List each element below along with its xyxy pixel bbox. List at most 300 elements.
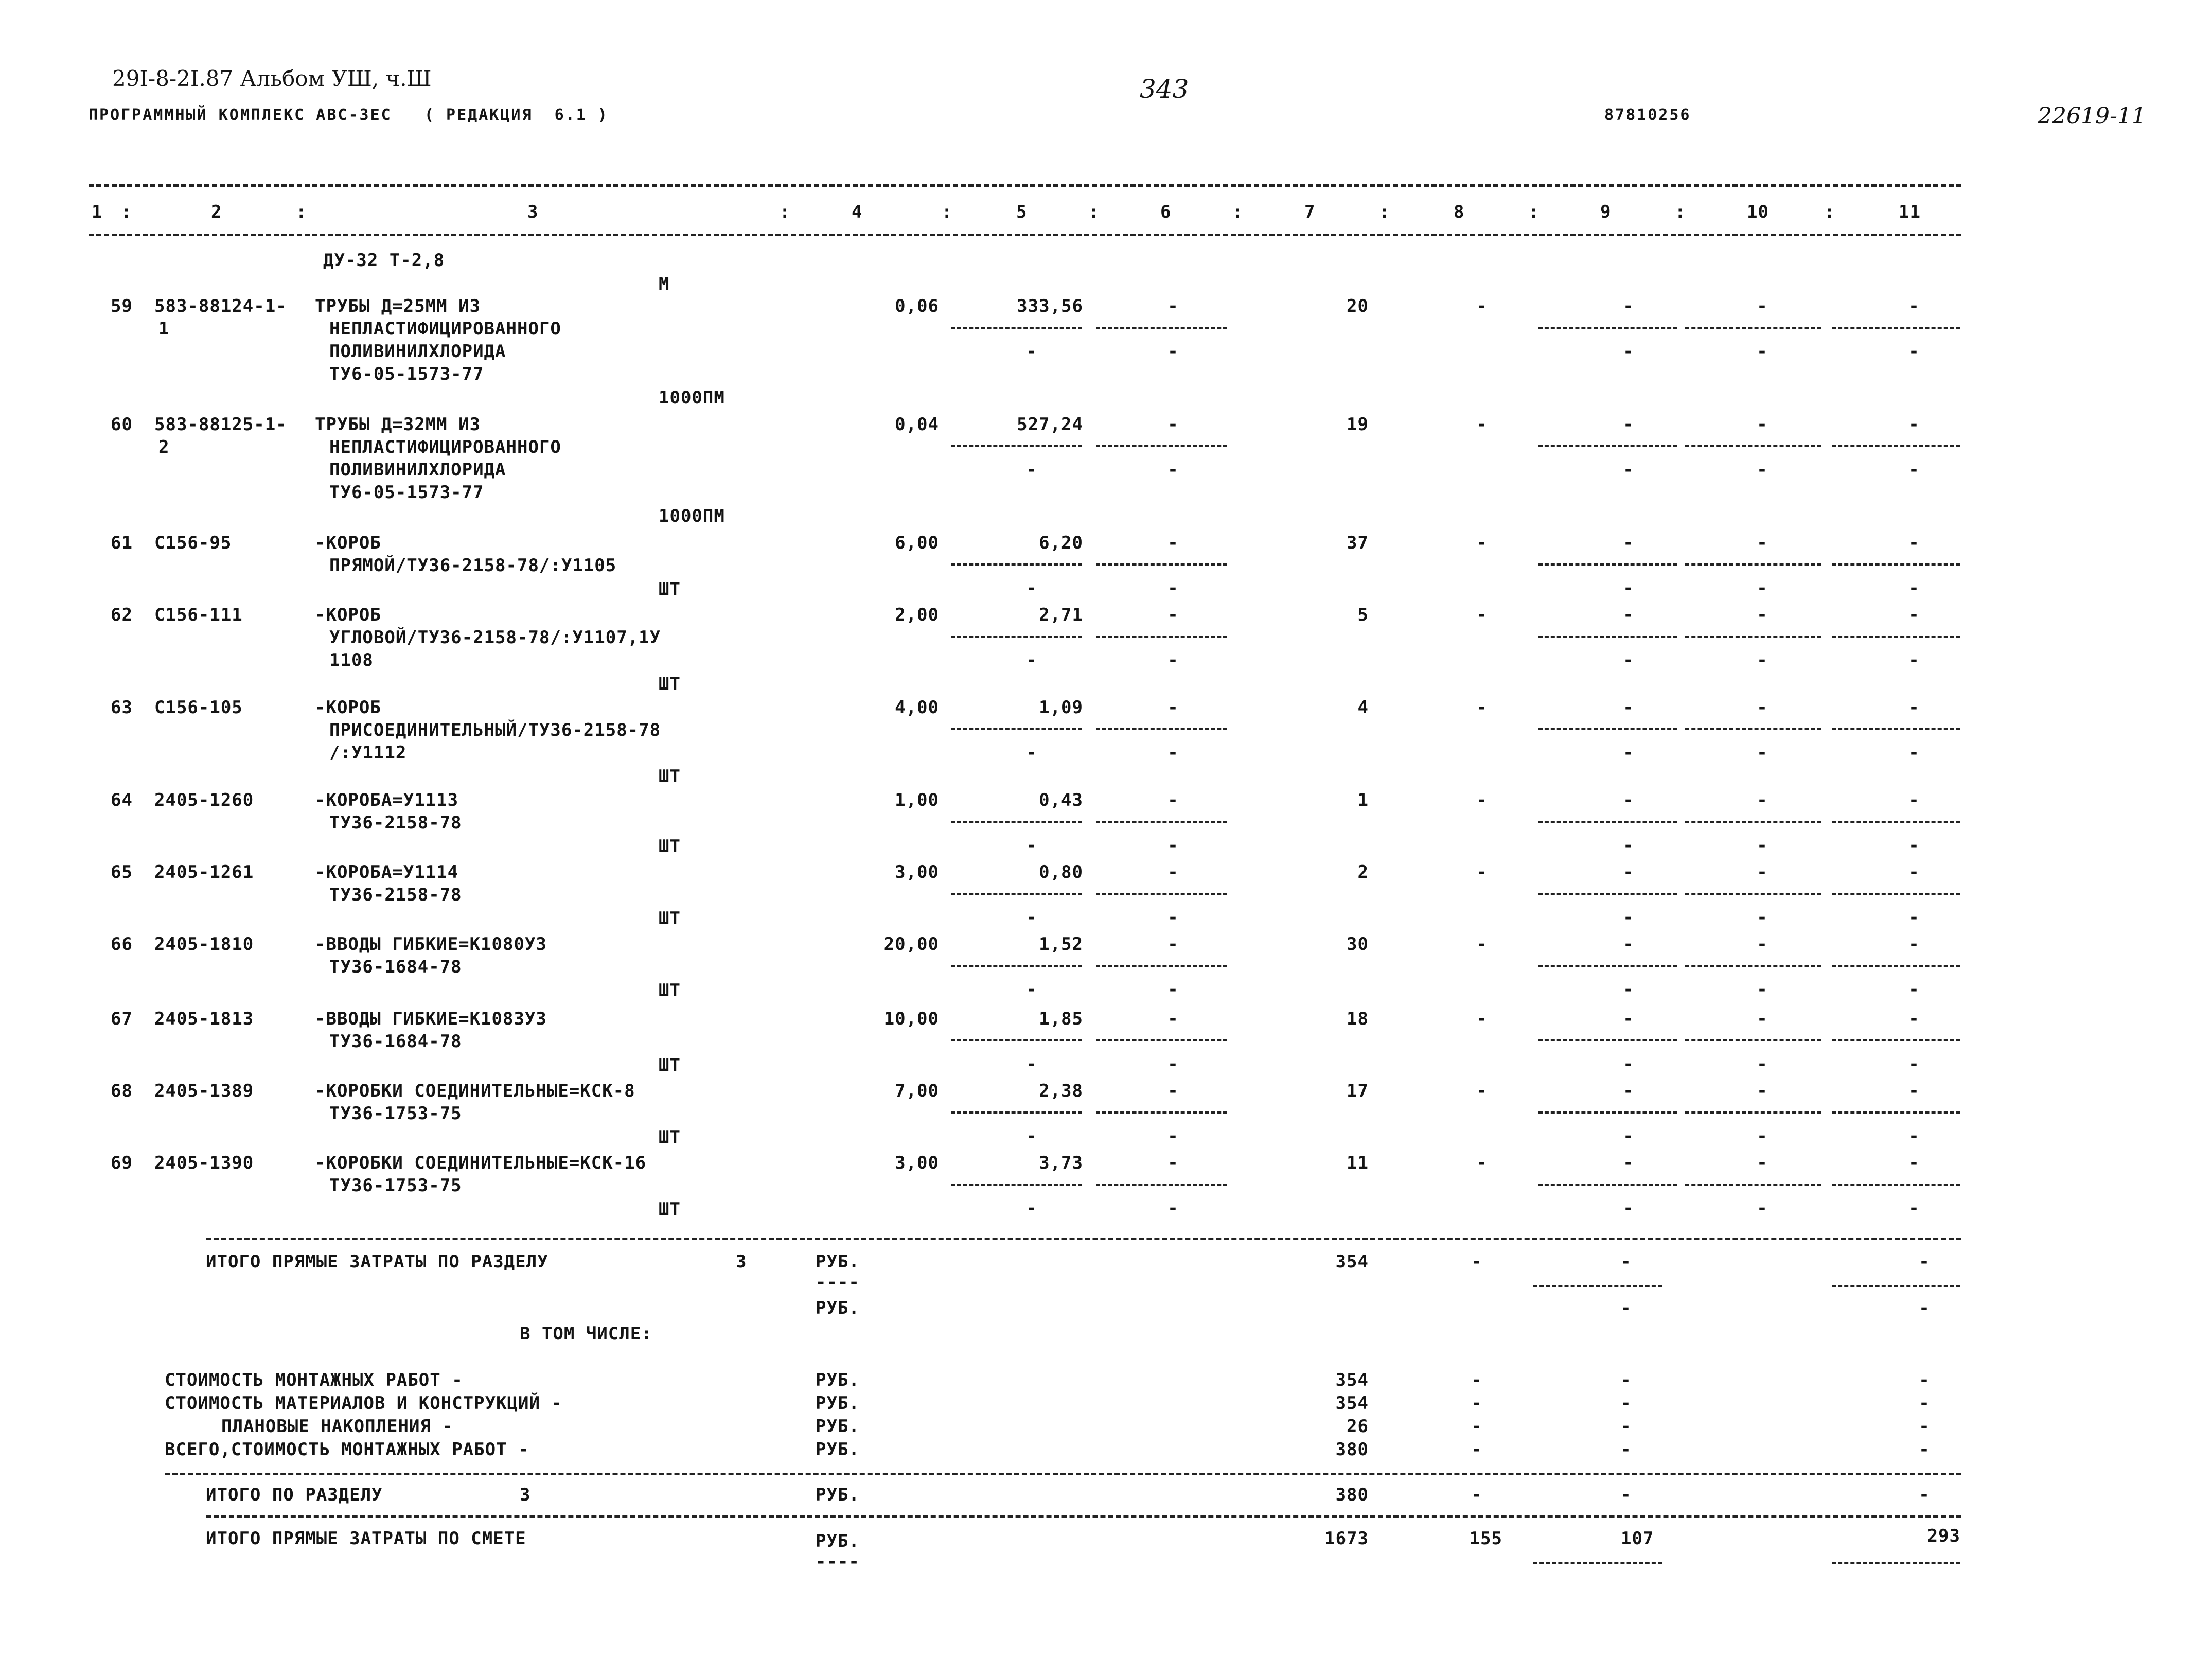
row-unit-price: 0,80 xyxy=(1039,862,1083,882)
row-c10-lower: - xyxy=(1757,1126,1768,1146)
summary-line-c9: - xyxy=(1620,1370,1632,1390)
row-col10-divider xyxy=(1685,1184,1821,1186)
row-col6-divider xyxy=(1096,965,1227,967)
row-code: С156-95 xyxy=(154,533,232,553)
row-col11: - xyxy=(1908,934,1920,955)
row-price-divider xyxy=(951,821,1082,823)
row-col9: - xyxy=(1623,1081,1634,1101)
row-col10-divider xyxy=(1685,563,1821,566)
in-that-number-heading: В ТОМ ЧИСЛЕ: xyxy=(520,1323,652,1344)
row-unit: ШТ xyxy=(659,980,681,1001)
row-col10-divider xyxy=(1685,445,1821,447)
row-c9-lower: - xyxy=(1623,341,1634,362)
row-col9-divider xyxy=(1538,1111,1677,1114)
summary-line-label: СТОИМОСТЬ МОНТАЖНЫХ РАБОТ - xyxy=(165,1370,463,1390)
direct-costs-rub-2: РУБ. xyxy=(816,1298,860,1318)
page-number: 343 xyxy=(1140,74,1189,104)
row-col7: 18 xyxy=(1347,1009,1369,1029)
row-number: 62 xyxy=(111,605,133,625)
row-col6-divider xyxy=(1096,893,1227,895)
row-col11: - xyxy=(1908,414,1920,435)
row-col10: - xyxy=(1757,533,1768,553)
row-code: С156-111 xyxy=(154,605,243,625)
row-unit-price: 0,43 xyxy=(1039,790,1083,810)
row-c11-lower: - xyxy=(1908,743,1920,763)
section-total-top-rule xyxy=(165,1473,1961,1475)
row-quantity: 10,00 xyxy=(883,1009,939,1029)
row-col11-divider xyxy=(1832,893,1960,895)
row-quantity: 20,00 xyxy=(883,934,939,955)
estimate-total-c9: 107 xyxy=(1621,1528,1654,1549)
row-col11-divider xyxy=(1832,1039,1960,1041)
row-code: 2405-1810 xyxy=(154,934,254,955)
row-c6-lower: - xyxy=(1167,907,1179,928)
column-separator: : xyxy=(780,202,791,222)
direct-costs-c9: - xyxy=(1620,1251,1632,1272)
row-number: 65 xyxy=(111,862,133,882)
row-description-line: -ВВОДЫ ГИБКИЕ=К1080У3 xyxy=(315,934,547,955)
row-col11-divider xyxy=(1832,1184,1960,1186)
row-description-line: ПРИСОЕДИНИТЕЛЬНЫЙ/ТУ36-2158-78 xyxy=(329,720,661,740)
row-number: 60 xyxy=(111,414,133,435)
row-c11-lower: - xyxy=(1908,979,1920,1000)
row-description-line: -ВВОДЫ ГИБКИЕ=К1083У3 xyxy=(315,1009,547,1029)
direct-costs-rub-dash: ---- xyxy=(816,1272,860,1293)
summary-line-c8: - xyxy=(1471,1416,1482,1437)
column-separator: : xyxy=(296,202,307,222)
row-col6-divider xyxy=(1096,1039,1227,1041)
summary-line-rub: РУБ. xyxy=(816,1370,860,1390)
row-col6: - xyxy=(1167,1153,1179,1173)
row-col6: - xyxy=(1167,605,1179,625)
row-code: 2405-1261 xyxy=(154,862,254,882)
estimate-total-c11: 293 xyxy=(1927,1526,1960,1546)
summary-line-c11: - xyxy=(1919,1370,1930,1390)
row-code: 2405-1813 xyxy=(154,1009,254,1029)
column-separator: : xyxy=(1824,202,1835,222)
row-c9-lower: - xyxy=(1623,1054,1634,1074)
row-price-lower-dash: - xyxy=(1026,341,1037,362)
row-description-line: ТРУБЫ Д=25ММ ИЗ xyxy=(315,296,481,316)
direct-costs-c9-divider xyxy=(1533,1285,1662,1287)
row-c9-lower: - xyxy=(1623,979,1634,1000)
row-col9-divider xyxy=(1538,965,1677,967)
row-quantity: 0,04 xyxy=(895,414,939,435)
row-c11-lower: - xyxy=(1908,1054,1920,1074)
row-c9-lower: - xyxy=(1623,835,1634,856)
row-unit: ШТ xyxy=(659,836,681,857)
row-col9-divider xyxy=(1538,445,1677,447)
summary-line-c11: - xyxy=(1919,1393,1930,1414)
row-col6-divider xyxy=(1096,563,1227,566)
row-number: 63 xyxy=(111,697,133,718)
row-col9: - xyxy=(1623,414,1634,435)
summary-line-label: СТОИМОСТЬ МАТЕРИАЛОВ И КОНСТРУКЦИЙ - xyxy=(165,1393,562,1414)
row-col7: 1 xyxy=(1357,790,1369,810)
row-c6-lower: - xyxy=(1167,650,1179,670)
row-c6-lower: - xyxy=(1167,578,1179,598)
section-total-c8: - xyxy=(1471,1485,1482,1505)
row-c9-lower: - xyxy=(1623,460,1634,480)
row-c10-lower: - xyxy=(1757,1198,1768,1219)
row-col9-divider xyxy=(1538,893,1677,895)
row-col8: - xyxy=(1476,697,1488,718)
row-number: 67 xyxy=(111,1009,133,1029)
row-description-line: ТУ6-05-1573-77 xyxy=(329,364,484,384)
estimate-total-label: ИТОГО ПРЯМЫЕ ЗАТРАТЫ ПО СМЕТЕ xyxy=(206,1528,526,1549)
row-col7: 2 xyxy=(1357,862,1369,882)
row-c11-lower: - xyxy=(1908,907,1920,928)
row-c10-lower: - xyxy=(1757,743,1768,763)
row-number: 64 xyxy=(111,790,133,810)
row-col9: - xyxy=(1623,862,1634,882)
row-col11-divider xyxy=(1832,1111,1960,1114)
row-price-lower-dash: - xyxy=(1026,578,1037,598)
direct-costs-c11-divider xyxy=(1832,1285,1960,1287)
summary-line-c9: - xyxy=(1620,1439,1632,1460)
row-col7: 11 xyxy=(1347,1153,1369,1173)
column-separator: : xyxy=(1675,202,1686,222)
column-header-4: 4 xyxy=(852,202,863,222)
row-c6-lower: - xyxy=(1167,743,1179,763)
estimate-total-c11-divider xyxy=(1832,1562,1960,1564)
row-code: 2405-1390 xyxy=(154,1153,254,1173)
row-col11-divider xyxy=(1832,563,1960,566)
row-price-lower-dash: - xyxy=(1026,835,1037,856)
row-quantity: 2,00 xyxy=(895,605,939,625)
row-c11-lower: - xyxy=(1908,578,1920,598)
row-unit-price: 527,24 xyxy=(1017,414,1083,435)
column-separator: : xyxy=(1088,202,1100,222)
row-col10-divider xyxy=(1685,965,1821,967)
intro-unit: М xyxy=(659,274,670,294)
section-total-c7: 380 xyxy=(1335,1485,1369,1505)
row-col10: - xyxy=(1757,1153,1768,1173)
row-number: 69 xyxy=(111,1153,133,1173)
row-col9-divider xyxy=(1538,327,1677,329)
row-col11-divider xyxy=(1832,821,1960,823)
row-col11: - xyxy=(1908,1009,1920,1029)
row-col6: - xyxy=(1167,1009,1179,1029)
row-col10-divider xyxy=(1685,893,1821,895)
row-col6-divider xyxy=(1096,445,1227,447)
row-c9-lower: - xyxy=(1623,650,1634,670)
row-description-line: ТУ36-1684-78 xyxy=(329,957,462,977)
column-header-10: 10 xyxy=(1747,202,1769,222)
row-col8: - xyxy=(1476,1081,1488,1101)
column-separator: : xyxy=(942,202,953,222)
row-col6: - xyxy=(1167,697,1179,718)
row-col7: 30 xyxy=(1347,934,1369,955)
row-col6-divider xyxy=(1096,327,1227,329)
row-unit-price: 333,56 xyxy=(1017,296,1083,316)
summary-line-rub: РУБ. xyxy=(816,1416,860,1437)
row-description-line: ПРЯМОЙ/ТУ36-2158-78/:У1105 xyxy=(329,555,617,576)
row-price-divider xyxy=(951,1184,1082,1186)
column-header-2: 2 xyxy=(211,202,222,222)
direct-costs-rub: РУБ. xyxy=(816,1251,860,1272)
row-col11-divider xyxy=(1832,636,1960,638)
row-c10-lower: - xyxy=(1757,460,1768,480)
row-price-lower-dash: - xyxy=(1026,1054,1037,1074)
row-c6-lower: - xyxy=(1167,341,1179,362)
row-price-divider xyxy=(951,1111,1082,1114)
row-unit: 1000ПМ xyxy=(659,506,725,526)
row-c10-lower: - xyxy=(1757,907,1768,928)
row-quantity: 4,00 xyxy=(895,697,939,718)
row-c6-lower: - xyxy=(1167,1126,1179,1146)
row-col7: 37 xyxy=(1347,533,1369,553)
summary-line-rub: РУБ. xyxy=(816,1439,860,1460)
direct-costs-c11: - xyxy=(1919,1251,1930,1272)
row-price-lower-dash: - xyxy=(1026,1126,1037,1146)
summary-line-c9: - xyxy=(1620,1393,1632,1414)
row-c9-lower: - xyxy=(1623,907,1634,928)
row-col11: - xyxy=(1908,296,1920,316)
row-col10: - xyxy=(1757,1081,1768,1101)
row-description-line: -КОРОБ xyxy=(315,697,381,718)
row-unit-price: 2,71 xyxy=(1039,605,1083,625)
summary-line-c7: 380 xyxy=(1335,1439,1369,1460)
row-description-line: -КОРОБА=У1113 xyxy=(315,790,459,810)
row-col11-divider xyxy=(1832,445,1960,447)
row-col6-divider xyxy=(1096,1184,1227,1186)
row-col10: - xyxy=(1757,862,1768,882)
summary-line-c7: 26 xyxy=(1347,1416,1369,1437)
album-line: 29I-8-2I.87 Альбом УШ, ч.Ш xyxy=(112,66,432,91)
header-bottom-rule xyxy=(89,234,1961,236)
row-description-line: ТУ36-2158-78 xyxy=(329,885,462,905)
row-c9-lower: - xyxy=(1623,1126,1634,1146)
row-col9-divider xyxy=(1538,728,1677,730)
row-col6: - xyxy=(1167,414,1179,435)
row-price-lower-dash: - xyxy=(1026,907,1037,928)
row-number: 59 xyxy=(111,296,133,316)
row-price-divider xyxy=(951,636,1082,638)
row-col9-divider xyxy=(1538,563,1677,566)
row-c11-lower: - xyxy=(1908,1198,1920,1219)
row-col9-divider xyxy=(1538,636,1677,638)
row-c11-lower: - xyxy=(1908,1126,1920,1146)
section-total-c11: - xyxy=(1919,1485,1930,1505)
row-description-line: ТУ6-05-1573-77 xyxy=(329,482,484,503)
section-total-label: ИТОГО ПО РАЗДЕЛУ xyxy=(206,1485,383,1505)
column-separator: : xyxy=(1232,202,1244,222)
column-header-11: 11 xyxy=(1899,202,1921,222)
row-code: 2405-1260 xyxy=(154,790,254,810)
row-col11: - xyxy=(1908,533,1920,553)
row-col8: - xyxy=(1476,862,1488,882)
column-separator: : xyxy=(1379,202,1390,222)
row-col6: - xyxy=(1167,1081,1179,1101)
direct-costs-section: 3 xyxy=(736,1251,747,1272)
summary-line-c9: - xyxy=(1620,1416,1632,1437)
row-unit: ШТ xyxy=(659,1055,681,1075)
row-col9: - xyxy=(1623,533,1634,553)
row-price-lower-dash: - xyxy=(1026,460,1037,480)
column-header-5: 5 xyxy=(1016,202,1028,222)
row-description-line: ПОЛИВИНИЛХЛОРИДА xyxy=(329,341,506,362)
section-total-rub: РУБ. xyxy=(816,1485,860,1505)
row-price-lower-dash: - xyxy=(1026,1198,1037,1219)
row-col6: - xyxy=(1167,862,1179,882)
row-col10: - xyxy=(1757,605,1768,625)
summary-line-c8: - xyxy=(1471,1439,1482,1460)
row-price-lower-dash: - xyxy=(1026,650,1037,670)
row-c10-lower: - xyxy=(1757,835,1768,856)
row-col9: - xyxy=(1623,296,1634,316)
column-header-6: 6 xyxy=(1160,202,1172,222)
row-description-line: ТУ36-2158-78 xyxy=(329,813,462,833)
row-description-line: ТРУБЫ Д=32ММ ИЗ xyxy=(315,414,481,435)
row-c11-lower: - xyxy=(1908,835,1920,856)
row-description-line: -КОРОБ xyxy=(315,533,381,553)
row-code: 583-88125-1- xyxy=(154,414,287,435)
summary-line-rub: РУБ. xyxy=(816,1393,860,1414)
summary-line-c11: - xyxy=(1919,1416,1930,1437)
summary-line-c7: 354 xyxy=(1335,1393,1369,1414)
row-number: 66 xyxy=(111,934,133,955)
row-c11-lower: - xyxy=(1908,650,1920,670)
row-col10-divider xyxy=(1685,636,1821,638)
row-col11-divider xyxy=(1832,327,1960,329)
row-unit: ШТ xyxy=(659,579,681,599)
row-c9-lower: - xyxy=(1623,743,1634,763)
row-code: 2405-1389 xyxy=(154,1081,254,1101)
row-col9: - xyxy=(1623,605,1634,625)
column-header-9: 9 xyxy=(1600,202,1612,222)
row-col6-divider xyxy=(1096,636,1227,638)
direct-costs-c7: 354 xyxy=(1335,1251,1369,1272)
row-quantity: 0,06 xyxy=(895,296,939,316)
row-col11-divider xyxy=(1832,728,1960,730)
row-col11: - xyxy=(1908,1153,1920,1173)
handwritten-code: 22619-11 xyxy=(2038,103,2146,129)
row-col8: - xyxy=(1476,605,1488,625)
row-description-line: УГЛОВОЙ/ТУ36-2158-78/:У1107,1У xyxy=(329,627,661,648)
row-col11-divider xyxy=(1832,965,1960,967)
row-description-line: /:У1112 xyxy=(329,743,407,763)
row-col7: 19 xyxy=(1347,414,1369,435)
row-col9-divider xyxy=(1538,821,1677,823)
row-price-lower-dash: - xyxy=(1026,743,1037,763)
row-col6: - xyxy=(1167,790,1179,810)
row-col7: 5 xyxy=(1357,605,1369,625)
estimate-total-c9-divider xyxy=(1533,1562,1662,1564)
row-price-lower-dash: - xyxy=(1026,979,1037,1000)
section-total-no: 3 xyxy=(520,1485,531,1505)
row-unit: ШТ xyxy=(659,1127,681,1148)
row-c10-lower: - xyxy=(1757,979,1768,1000)
row-code-suffix: 2 xyxy=(158,437,170,457)
column-separator: : xyxy=(1528,202,1539,222)
row-quantity: 3,00 xyxy=(895,862,939,882)
row-col9-divider xyxy=(1538,1184,1677,1186)
row-quantity: 7,00 xyxy=(895,1081,939,1101)
row-c9-lower: - xyxy=(1623,1198,1634,1219)
row-description-line: НЕПЛАСТИФИЦИРОВАННОГО xyxy=(329,319,561,339)
row-col8: - xyxy=(1476,790,1488,810)
row-col11: - xyxy=(1908,862,1920,882)
row-description-line: -КОРОБКИ СОЕДИНИТЕЛЬНЫЕ=КСК-16 xyxy=(315,1153,647,1173)
direct-costs-label: ИТОГО ПРЯМЫЕ ЗАТРАТЫ ПО РАЗДЕЛУ xyxy=(206,1251,548,1272)
row-col6-divider xyxy=(1096,728,1227,730)
row-price-divider xyxy=(951,728,1082,730)
estimate-total-c8: 155 xyxy=(1469,1528,1502,1549)
summary-line-c11: - xyxy=(1919,1439,1930,1460)
header-top-rule xyxy=(89,184,1961,187)
row-c11-lower: - xyxy=(1908,341,1920,362)
row-price-divider xyxy=(951,327,1082,329)
row-unit-price: 1,09 xyxy=(1039,697,1083,718)
row-c10-lower: - xyxy=(1757,341,1768,362)
estimate-total-rub: РУБ. xyxy=(816,1531,860,1551)
row-unit-price: 1,85 xyxy=(1039,1009,1083,1029)
row-price-divider xyxy=(951,563,1082,566)
row-col9-divider xyxy=(1538,1039,1677,1041)
section-total-c9: - xyxy=(1620,1485,1632,1505)
row-code: С156-105 xyxy=(154,697,243,718)
column-header-3: 3 xyxy=(527,202,539,222)
row-col8: - xyxy=(1476,1009,1488,1029)
row-col11: - xyxy=(1908,1081,1920,1101)
row-unit: ШТ xyxy=(659,766,681,787)
row-col6: - xyxy=(1167,533,1179,553)
column-header-7: 7 xyxy=(1304,202,1316,222)
row-description-line: -КОРОБА=У1114 xyxy=(315,862,459,882)
row-col6-divider xyxy=(1096,821,1227,823)
row-col8: - xyxy=(1476,414,1488,435)
row-col10: - xyxy=(1757,414,1768,435)
row-c6-lower: - xyxy=(1167,1198,1179,1219)
row-col10: - xyxy=(1757,790,1768,810)
summary-line-c8: - xyxy=(1471,1393,1482,1414)
row-col9: - xyxy=(1623,697,1634,718)
row-description-line: -КОРОБ xyxy=(315,605,381,625)
row-number: 68 xyxy=(111,1081,133,1101)
summary-line-label: ПЛАНОВЫЕ НАКОПЛЕНИЯ - xyxy=(221,1416,453,1437)
estimate-total-top-rule xyxy=(206,1515,1961,1518)
row-c6-lower: - xyxy=(1167,460,1179,480)
estimate-total-c7: 1673 xyxy=(1324,1528,1369,1549)
summary-line-c7: 354 xyxy=(1335,1370,1369,1390)
row-unit-price: 1,52 xyxy=(1039,934,1083,955)
column-header-8: 8 xyxy=(1454,202,1465,222)
row-price-divider xyxy=(951,965,1082,967)
row-col11: - xyxy=(1908,605,1920,625)
row-col10-divider xyxy=(1685,1039,1821,1041)
row-c10-lower: - xyxy=(1757,578,1768,598)
direct-costs-c11-bottom: - xyxy=(1919,1298,1930,1318)
row-col7: 4 xyxy=(1357,697,1369,718)
row-number: 61 xyxy=(111,533,133,553)
row-description-line: ТУ36-1753-75 xyxy=(329,1103,462,1124)
row-col10-divider xyxy=(1685,821,1821,823)
row-unit: 1000ПМ xyxy=(659,387,725,408)
row-col7: 17 xyxy=(1347,1081,1369,1101)
direct-costs-c8: - xyxy=(1471,1251,1482,1272)
row-description-line: 1108 xyxy=(329,650,374,670)
row-col10: - xyxy=(1757,934,1768,955)
row-description-line: -КОРОБКИ СОЕДИНИТЕЛЬНЫЕ=КСК-8 xyxy=(315,1081,635,1101)
row-unit-price: 3,73 xyxy=(1039,1153,1083,1173)
row-c6-lower: - xyxy=(1167,979,1179,1000)
row-c10-lower: - xyxy=(1757,1054,1768,1074)
row-description-line: ПОЛИВИНИЛХЛОРИДА xyxy=(329,460,506,480)
row-col8: - xyxy=(1476,1153,1488,1173)
row-quantity: 6,00 xyxy=(895,533,939,553)
row-c6-lower: - xyxy=(1167,835,1179,856)
